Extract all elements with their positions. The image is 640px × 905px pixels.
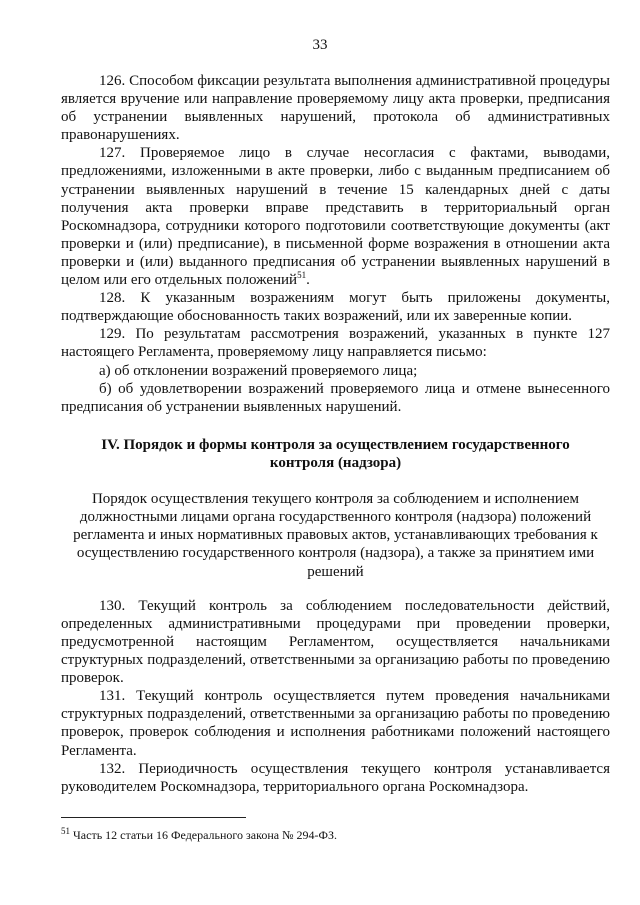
paragraph-127-text: 127. Проверяемое лицо в случае несогласия с фактами, выводами, предложениями, изложенными в акте проверки, либо с выданным предписанием об устранении выявленных нарушений в течение 15 календарных дней с даты получения акта проверки вправе представить в территориальный орган Роскомнадзора, сотрудники которого подготовили соответствующие документы (акт проверки и (или) предписание), в письменной форме возражения в отношении акта проверки и (или) выданного предписания об устранении выявленных нарушений в целом или его отдельных положений [61, 145, 610, 289]
document-body [61, 72, 610, 796]
paragraph-127-period: . [306, 272, 310, 289]
paragraph-129: 129. По результатам рассмотрения возражений, указанных в пункте 127 настоящего Регламента, проверяемому лицу направляется письмо: [61, 326, 610, 361]
paragraph-128: 128. К указанным возражениям могут быть приложены документы, подтверждающие обоснованность таких возражений, или их заверенные копии. [61, 290, 610, 325]
footnote-text: Часть 12 статьи 16 Федерального закона № 294-ФЗ. [73, 828, 338, 842]
paragraph-131: 131. Текущий контроль осуществляется путем проведения начальниками структурных подразделений, ответственными за организацию работы по проведению проверок, проверок соблюдения и исполнения работниками положений настоящего Регламента. [61, 688, 610, 759]
paragraph-132: 132. Периодичность осуществления текущего контроля устанавливается руководителем Роскомнадзора, территориального органа Роскомнадзора. [61, 760, 610, 795]
footnote [61, 828, 610, 842]
footnote-reference[interactable]: 51 [297, 270, 307, 281]
paragraph-129-a: а) об отклонении возражений проверяемого лица; [99, 362, 418, 379]
paragraph-129-b: б) об удовлетворении возражений проверяемого лица и отмене вынесенного предписания об устранении выявленных нарушений. [61, 380, 610, 415]
paragraph-130: 130. Текущий контроль за соблюдением последовательности действий, определенных административными процедурами при проведении проверки, предусмотренной настоящим Регламентом, осуществляется начальниками структурных подразделений, ответственными за организацию работы по проведению проверок. [61, 597, 610, 687]
paragraph-127 [61, 144, 610, 289]
paragraph-126: 126. Способом фиксации результата выполнения административной процедуры является вручение или направление проверяемому лицу акта проверки, предписания об устранении выявленных нарушений, протокола об административных правонарушениях. [61, 73, 610, 144]
footnote-marker: 51 [61, 826, 70, 836]
footnote-divider [61, 817, 246, 818]
page-number: 33 [312, 37, 328, 53]
section-subheading: Порядок осуществления текущего контроля за соблюдением и исполнением должностными лицами органа государственного контроля (надзора) положений регламента и иных нормативных правовых актов, устанавливающих требования к осуществлению государственного контроля (надзора), а также за принятием ими решений [73, 490, 598, 580]
spacer [61, 581, 610, 597]
section-heading: IV. Порядок и формы контроля за осуществлением государственного контроля (надзора) [101, 436, 570, 471]
